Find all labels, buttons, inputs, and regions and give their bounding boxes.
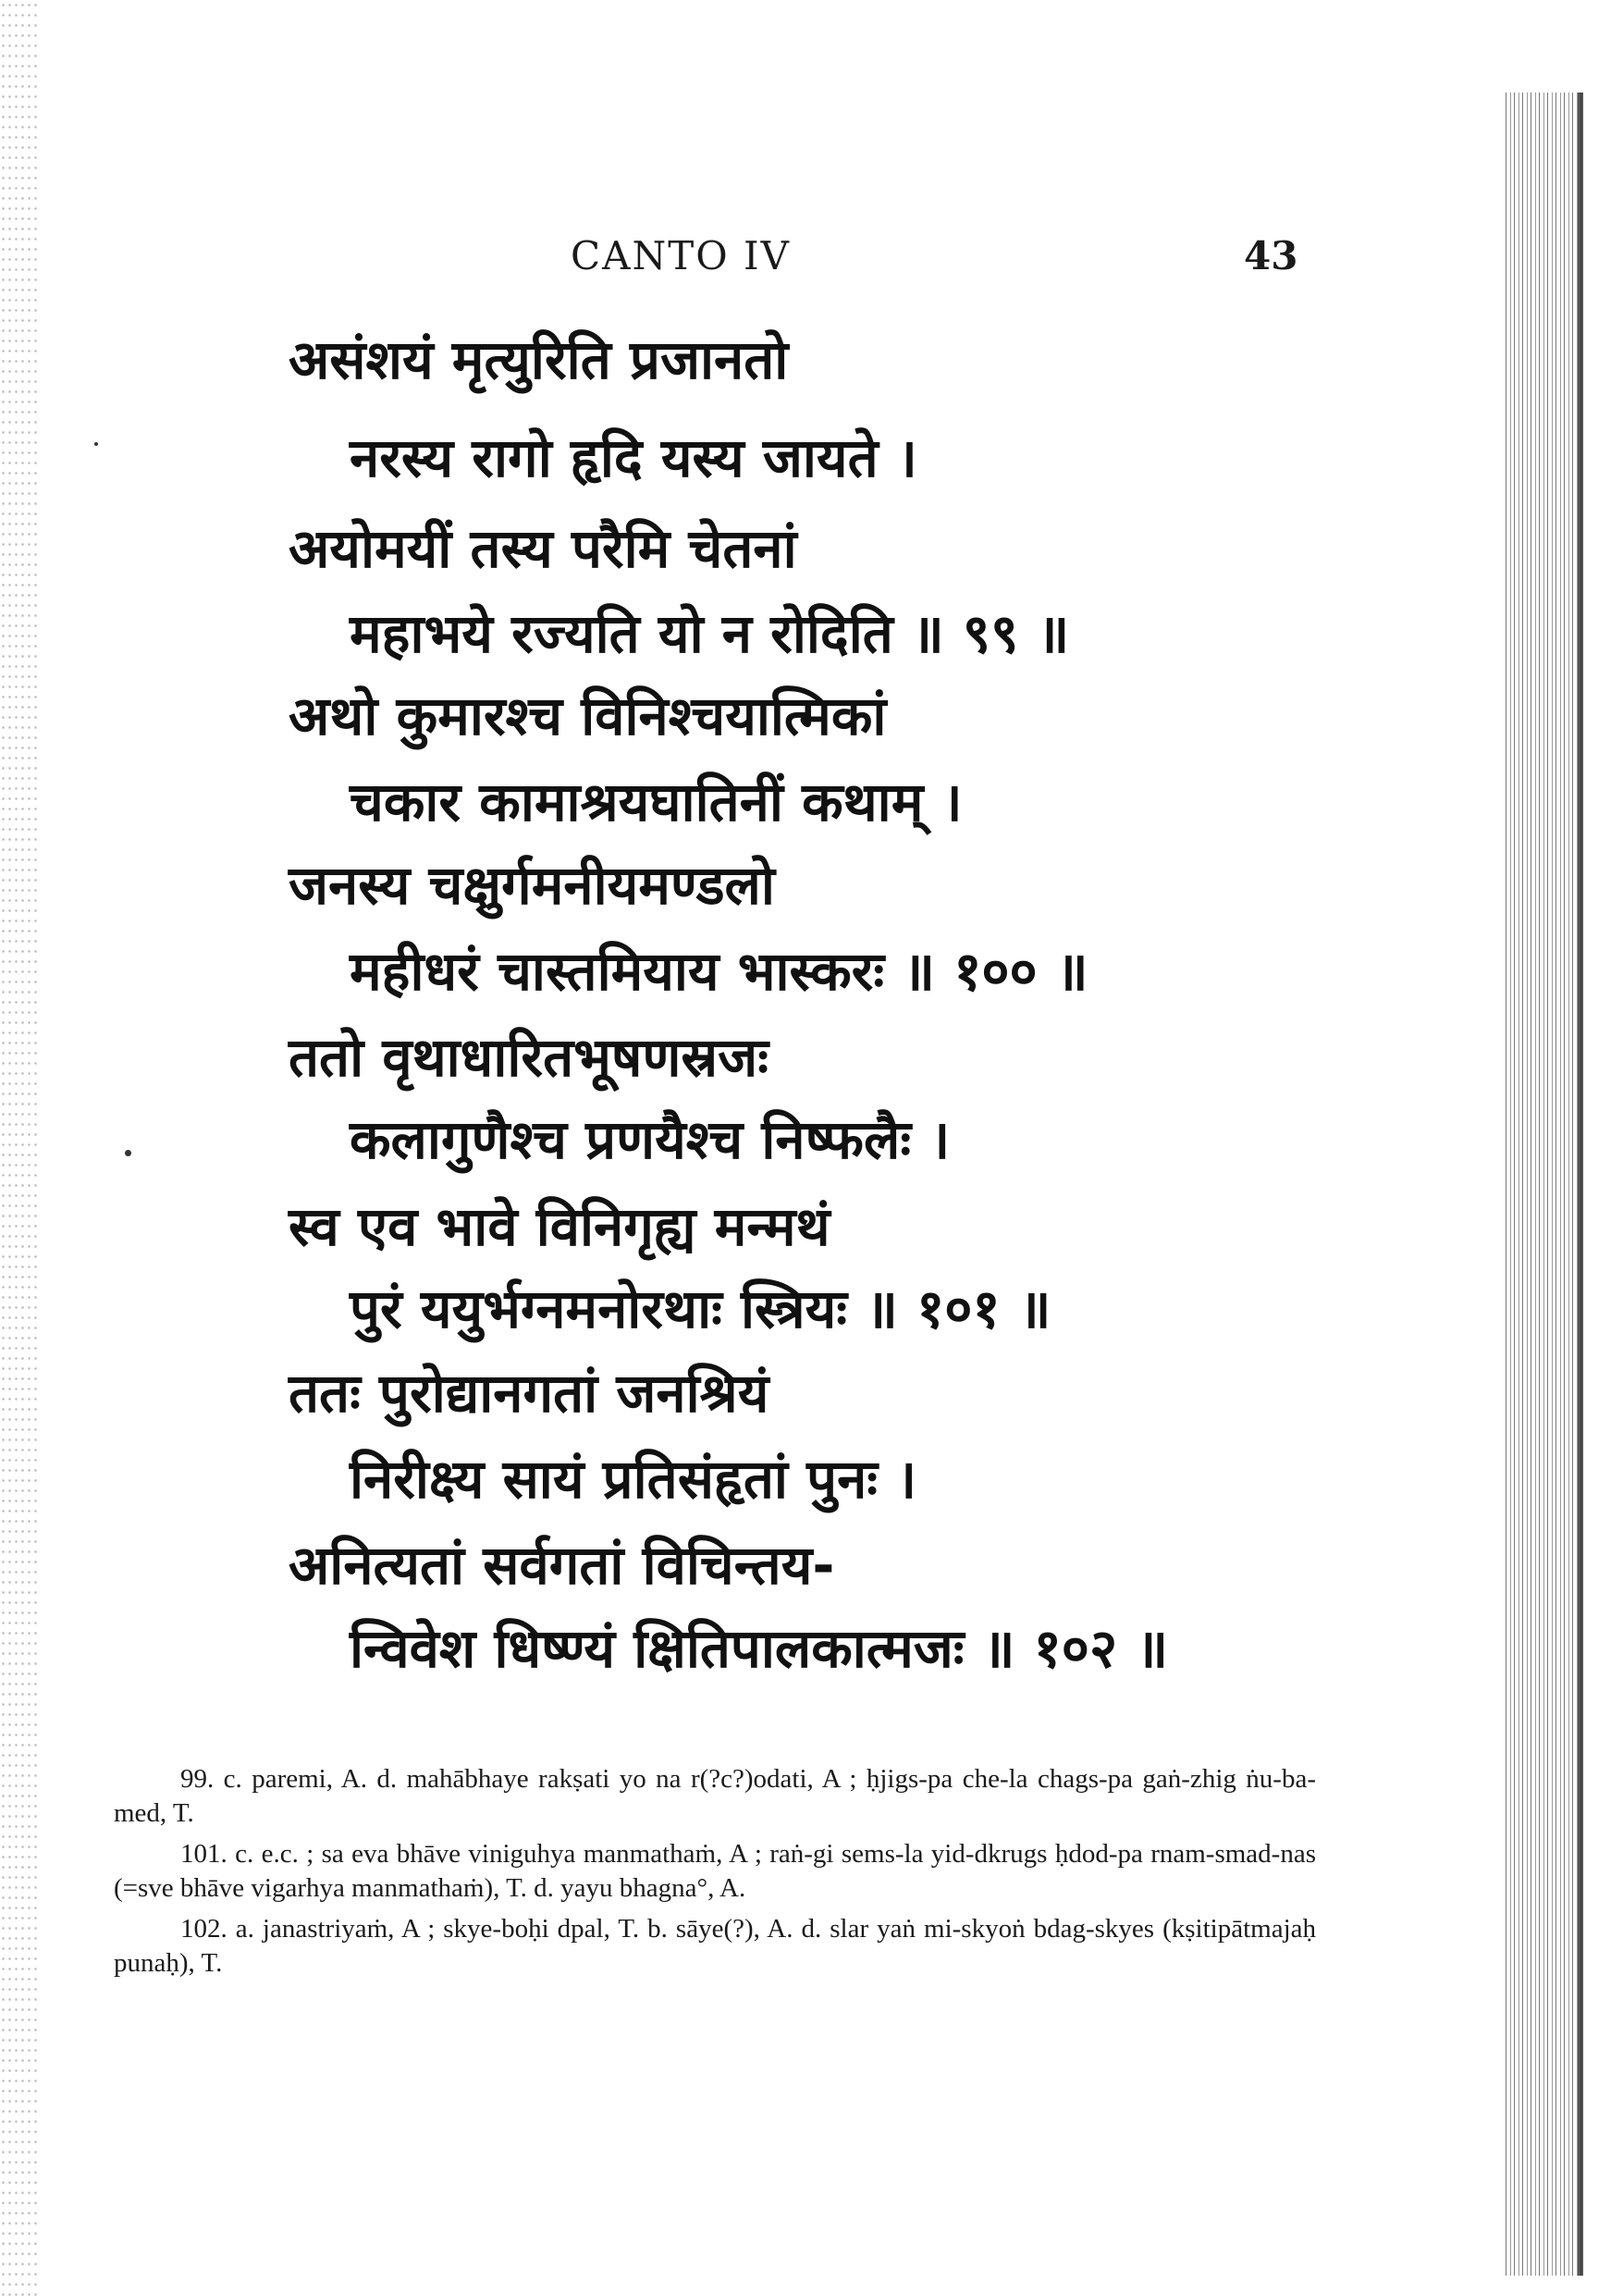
verse-101-line-3: स्व एव भावे विनिगृह्य मन्मथं xyxy=(289,1195,830,1258)
verse-101-line-2: कलागुणैश्च प्रणयैश्च निष्फलैः । xyxy=(350,1108,951,1171)
note-99: 99. c. paremi, A. d. mahābhaye rakṣati yo na r(?c?)odati, A ; ḥjigs-pa che-la chags-pa gaṅ-zhig ṅu-ba-med, T. xyxy=(114,1764,1316,1828)
verse-99-line-3: अयोमयीं तस्य परैमि चेतनां xyxy=(289,517,797,580)
scan-edge-noise xyxy=(0,0,37,2296)
ink-speck xyxy=(94,442,98,446)
book-binding-edge xyxy=(1578,93,1583,2276)
page-number: 43 xyxy=(1244,233,1298,278)
verse-102-line-3: अनित्यतां सर्वगतां विचिन्तय- xyxy=(289,1534,835,1597)
verse-100-line-4: महीधरं चास्तमियाय भास्करः ॥ १०० ॥ xyxy=(350,940,1088,1003)
verse-99-line-1: असंशयं मृत्युरिति प्रजानतो xyxy=(289,328,789,391)
verse-102-line-4: न्विवेश धिष्ण्यं क्षितिपालकात्मजः ॥ १०२ ॥ xyxy=(350,1617,1169,1680)
ink-speck xyxy=(125,1150,131,1156)
verse-99-line-2: नरस्य रागो हृदि यस्य जायते । xyxy=(350,426,917,489)
verse-100-line-3: जनस्य चक्षुर्गमनीयमण्डलो xyxy=(289,854,775,917)
critical-notes xyxy=(114,1762,1316,1987)
note-102: 102. a. janastriyaṁ, A ; skye-boḥi dpal, T. b. sāye(?), A. d. slar yaṅ mi-skyoṅ bdag-skyes (kṣitipātmajaḥ punaḥ), T. xyxy=(114,1914,1316,1978)
note-101: 101. c. e.c. ; sa eva bhāve viniguhya manmathaṁ, A ; raṅ-gi sems-la yid-dkrugs ḥdod-pa rnam-smad-nas (=sve bhāve vigarhya manmathaṁ), T. d. yayu bhagna°, A. xyxy=(114,1839,1316,1903)
verse-99-line-4: महाभये रज्यति यो न रोदिति ॥ ९९ ॥ xyxy=(350,602,1070,665)
verse-101-line-1: ततो वृथाधारितभूषणस्रजः xyxy=(289,1026,768,1089)
book-binding-gutter xyxy=(1503,93,1581,2276)
verse-102-line-2: निरीक्ष्य सायं प्रतिसंहृतां पुनः । xyxy=(350,1448,917,1511)
verse-100-line-2: चकार कामाश्रयघातिनीं कथाम् । xyxy=(350,771,963,833)
verse-100-line-1: अथो कुमारश्च विनिश्चयात्मिकां xyxy=(289,685,887,747)
running-head: CANTO IV xyxy=(571,233,791,278)
verse-101-line-4: पुरं ययुर्भग्नमनोरथाः स्त्रियः ॥ १०१ ॥ xyxy=(350,1278,1051,1340)
verse-102-line-1: ततः पुरोद्यानगतां जनश्रियं xyxy=(289,1362,769,1425)
